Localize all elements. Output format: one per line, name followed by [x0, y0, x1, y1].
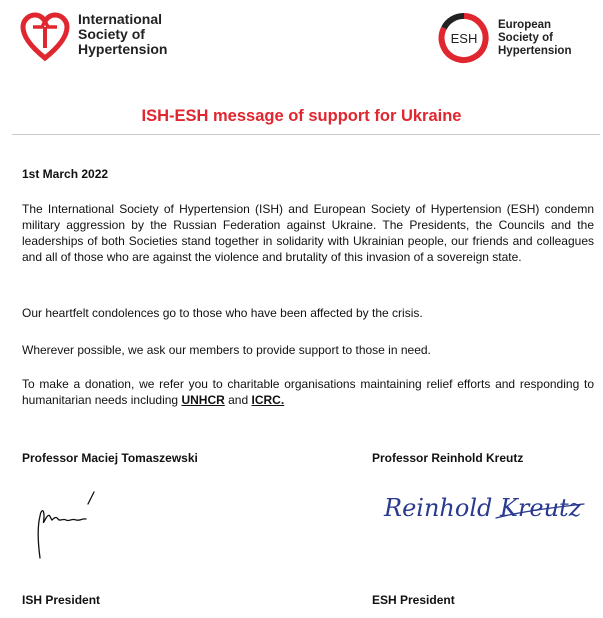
esh-name-line: Society of: [498, 31, 553, 44]
donation-text: To make a donation, we refer you to charitable organisations maintaining relief efforts and responding to humanitarian needs including: [22, 377, 594, 407]
ish-logo: [20, 12, 167, 62]
signatory-name-right: Professor Reinhold Kreutz: [372, 451, 524, 465]
signatory-name-left: Professor Maciej Tomaszewski: [22, 451, 198, 465]
signatory-role-right: ESH President: [372, 593, 455, 607]
esh-name-line: Hypertension: [498, 44, 572, 57]
ish-name-line: Hypertension: [78, 41, 168, 57]
letterhead: [0, 0, 603, 95]
esh-badge-text: ESH: [450, 31, 478, 46]
ish-wordmark: [78, 12, 167, 57]
donation-text-and: and: [224, 393, 252, 407]
letter-date: 1st March 2022: [22, 167, 109, 181]
paragraph-donation: [22, 376, 594, 408]
esh-name-line: European: [498, 18, 552, 31]
signatory-role-left: ISH President: [22, 593, 101, 607]
ring-icon: [438, 12, 490, 64]
paragraph-statement: The International Society of Hypertension (ISH) and European Society of Hypertension (ESH) condemn military aggression by the Russian Federation against Ukraine. The Presidents, the Councils and the leaderships of both Societies stand together in solidarity with Ukrainian people, our friends and colleagues and all of those who are against the violence and brutality of this invasion of a sovereign state.: [22, 202, 594, 264]
heart-icon: [20, 12, 70, 62]
signature-script: Reinhold Kreutz: [384, 494, 582, 522]
handwritten-signature-left: [28, 488, 108, 563]
esh-logo: [438, 12, 572, 64]
ish-name-line: International: [78, 11, 163, 27]
esh-wordmark: [498, 19, 572, 58]
icrc-link[interactable]: ICRC.: [251, 393, 285, 407]
ish-name-line: Society of: [78, 26, 145, 42]
page-title: ISH-ESH message of support for Ukraine: [141, 107, 462, 125]
paragraph-condolences: Our heartfelt condolences go to those who have been affected by the crisis.: [22, 306, 423, 320]
unhcr-link[interactable]: UNHCR: [181, 393, 225, 407]
paragraph-support: Wherever possible, we ask our members to provide support to those in need.: [22, 343, 431, 357]
divider: [12, 134, 600, 135]
handwritten-signature-right: [378, 478, 590, 528]
